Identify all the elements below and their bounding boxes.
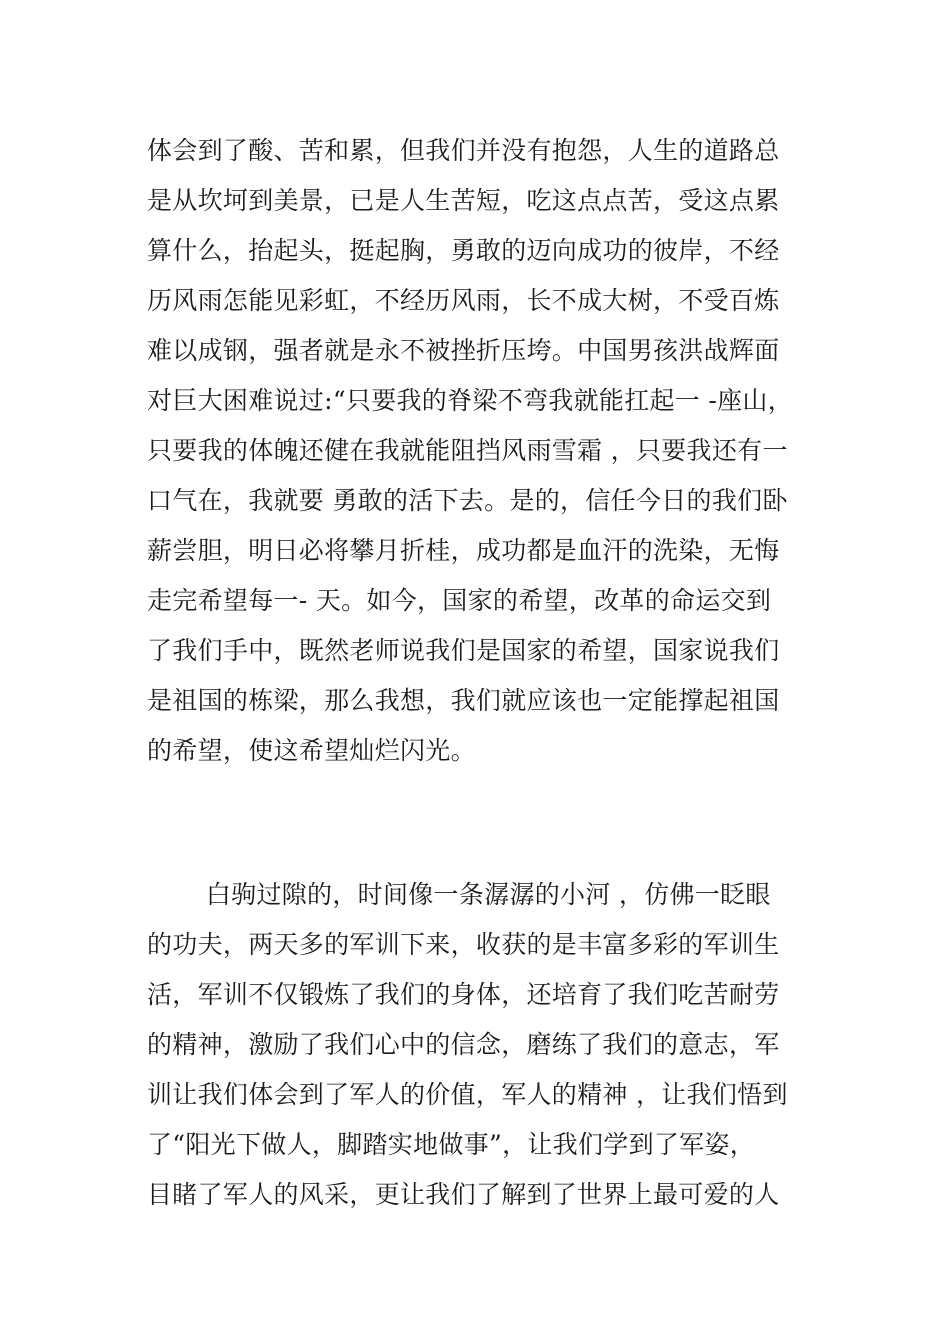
paragraph-1 <box>147 126 837 776</box>
paragraph-line: 了“阳光下做人，脚踏实地做事”，让我们学到了军姿， <box>147 1130 756 1159</box>
paragraph-line: 只要我的体魄还健在我就能阻挡风雨雪霜 ，只要我还有一 <box>147 436 788 465</box>
paragraph-line: 历风雨怎能见彩虹，不经历风雨，长不成大树，不受百炼 <box>147 286 780 315</box>
paragraph-line: 白驹过隙的，时间像一条潺潺的小河 ，仿佛一眨眼 <box>147 880 771 909</box>
paragraph-line: 体会到了酸、苦和累，但我们并没有抱怨，人生的道路总 <box>147 136 780 165</box>
paragraph-line: 的希望，使这希望灿烂闪光。 <box>147 736 476 765</box>
paragraph-line: 难以成钢，强者就是永不被挫折压垮。中国男孩洪战辉面 <box>147 336 780 365</box>
paragraph-line: 走完希望每一- 天。如今，国家的希望，改革的命运交到 <box>147 586 772 615</box>
paragraph-line: 是从坎坷到美景，已是人生苦短，吃这点点苦，受这点累 <box>147 186 780 215</box>
paragraph-line: 训让我们体会到了军人的价值，军人的精神 ，让我们悟到 <box>147 1080 788 1109</box>
paragraph-line: 对巨大困难说过:“只要我的脊梁不弯我就能扛起一 -座山， <box>147 386 793 415</box>
paragraph-line: 算什么，抬起头，挺起胸，勇敢的迈向成功的彼岸，不经 <box>147 236 780 265</box>
paragraph-line: 的功夫，两天多的军训下来，收获的是丰富多彩的军训生 <box>147 930 780 959</box>
paragraph-line: 的精神，激励了我们心中的信念，磨练了我们的意志，军 <box>147 1030 780 1059</box>
paragraph-line: 是祖国的栋梁，那么我想，我们就应该也一定能撑起祖国 <box>147 686 780 715</box>
paragraph-line: 活，军训不仅锻炼了我们的身体，还培育了我们吃苦耐劳 <box>147 980 780 1009</box>
paragraph-line: 口气在，我就要 勇敢的活下去。是的，信任今日的我们卧 <box>147 486 788 515</box>
paragraph-line: 了我们手中，既然老师说我们是国家的希望，国家说我们 <box>147 636 780 665</box>
paragraph-line: 薪尝胆，明日必将攀月折桂，成功都是血汗的洗染，无悔 <box>147 536 780 565</box>
paragraph-2 <box>147 870 837 1220</box>
paragraph-line: 目睹了军人的风采，更让我们了解到了世界上最可爱的人 <box>147 1180 780 1209</box>
